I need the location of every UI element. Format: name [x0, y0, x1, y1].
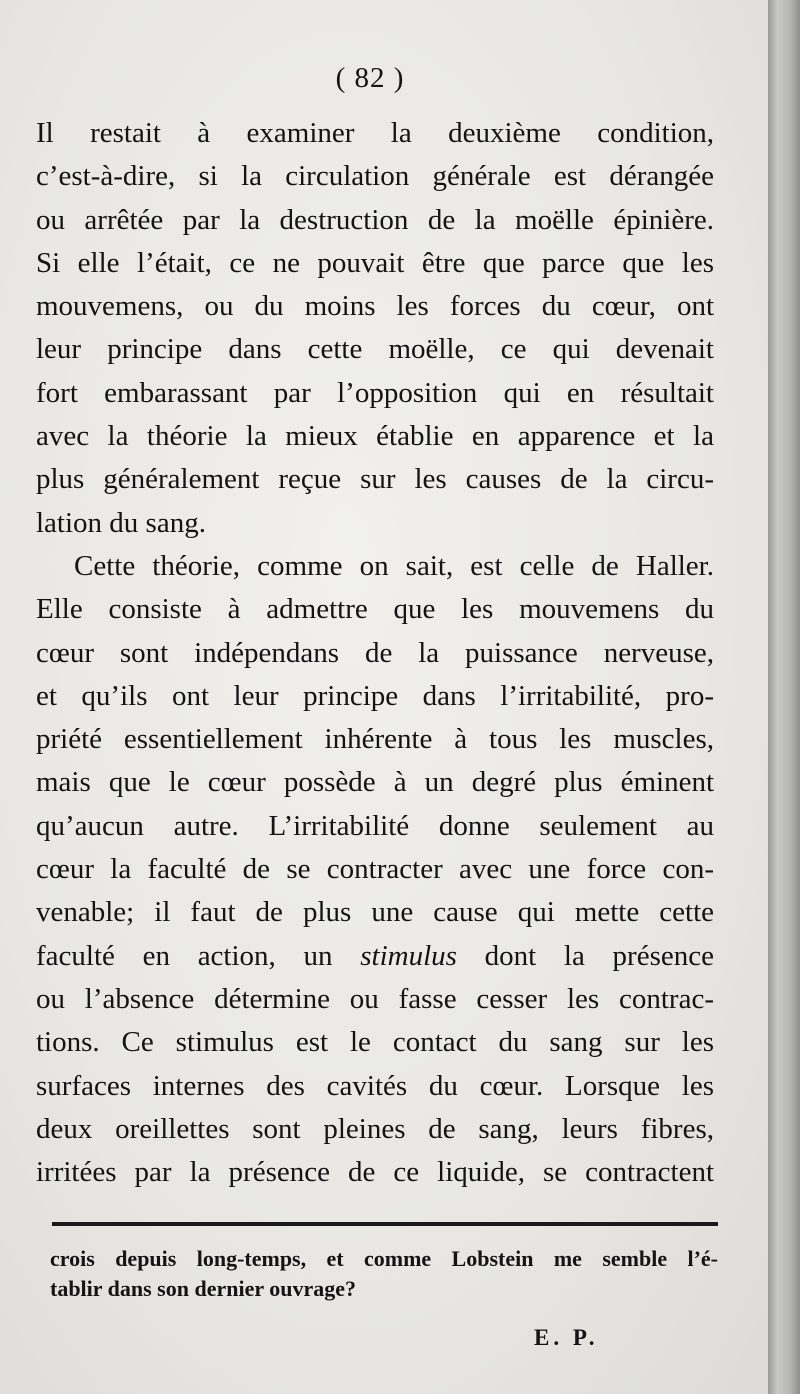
text-line: Si elle l’était, ce ne pouvait être que parce que les: [36, 246, 714, 279]
text-line: surfaces internes des cavités du cœur. Lorsque les: [36, 1069, 714, 1102]
text-line: leur principe dans cette moëlle, ce qui devenait: [36, 333, 714, 366]
italic-term: stimulus: [360, 939, 457, 972]
page-number: ( 82 ): [335, 62, 405, 94]
book-spine-edge: [768, 0, 800, 1394]
text-line: qu’aucun autre. L’irritabilité donne seulement au: [36, 809, 714, 842]
footnote-line: crois depuis long-temps, et comme Lobstein me semble l’é-: [50, 1246, 718, 1271]
footnote-line: tablir dans son dernier ouvrage?: [50, 1276, 356, 1301]
footnote-signature: E. P.: [534, 1325, 599, 1350]
text-line: avec la théorie la mieux établie en apparence et la: [36, 420, 714, 453]
text-line: Elle consiste à admettre que les mouvemens du: [36, 593, 714, 626]
text-line: mais que le cœur possède à un degré plus éminent: [36, 766, 714, 799]
text-line: fort embarassant par l’opposition qui en résultait: [36, 376, 714, 409]
text-line: ou arrêtée par la destruction de la moëlle épinière.: [36, 203, 714, 236]
text-line: tions. Ce stimulus est le contact du sang sur les: [36, 1026, 714, 1059]
text-line: deux oreillettes sont pleines de sang, leurs fibres,: [36, 1112, 714, 1145]
text-segment: faculté en action, un: [36, 939, 361, 972]
footnote: [50, 1244, 718, 1304]
text-line: cœur sont indépendans de la puissance nerveuse,: [36, 636, 714, 669]
text-line: cœur la faculté de se contracter avec une force con-: [36, 853, 714, 886]
text-line: mouvemens, ou du moins les forces du cœur, ont: [36, 290, 714, 323]
footnote-separator: [52, 1222, 718, 1226]
text-line: irritées par la présence de ce liquide, se contractent: [36, 1156, 714, 1189]
text-line: Il restait à examiner la deuxième condition,: [36, 117, 714, 149]
text-line: venable; il faut de plus une cause qui mette cette: [36, 896, 714, 929]
text-line: Cette théorie, comme on sait, est celle de Haller.: [74, 549, 714, 582]
text-line: et qu’ils ont leur principe dans l’irritabilité, pro-: [36, 679, 714, 712]
text-line: plus généralement reçue sur les causes de la circu-: [36, 463, 714, 496]
text-line: c’est-à-dire, si la circulation générale est dérangée: [36, 160, 714, 193]
text-line-stimulus: [36, 935, 714, 978]
text-line: ou l’absence détermine ou fasse cesser les contrac-: [36, 982, 714, 1015]
text-segment: dont la présence: [456, 939, 714, 972]
main-text: [36, 112, 714, 1194]
text-line: lation du sang.: [36, 506, 206, 539]
text-line: priété essentiellement inhérente à tous les muscles,: [36, 723, 714, 756]
